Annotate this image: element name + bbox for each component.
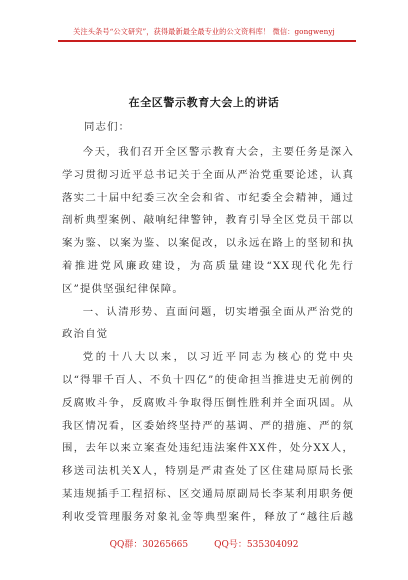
footer-contact — [0, 537, 408, 550]
document-title: 在全区警示教育大会上的讲话 — [128, 96, 280, 109]
footer-qq-number: QQ号：535304092 — [214, 540, 299, 550]
document-body — [62, 141, 354, 531]
header-banner: 关注头条号“公文研究”，获得最新最全最专业的公文资料库！ 微信：gongwenyj — [73, 27, 335, 36]
salutation: 同志们： — [84, 121, 131, 133]
header-divider — [58, 40, 356, 42]
footer-qq-group: QQ群：30265665 — [109, 540, 189, 550]
paragraph-intro: 今天，我们召开全区警示教育大会，主要任务是深入学习贯彻习近平总书记关于全面从严治党重要论述，认真落实二十届中纪委三次全会和省、市纪委全会精神，通过剖析典型案例、敲响纪律警钟，教育引导全区党员干部以案为鉴、以案为鉴、以案促改，以永远在路上的坚韧和执着推进党风廉政建设，为高质量建设“XX现代化先行区”提供坚强纪律保障。 — [62, 146, 354, 295]
section-heading-1: 一、认清形势、直面问题，切实增强全面从严治党的政治自觉 — [62, 305, 354, 341]
paragraph-section-1: 党的十八大以来，以习近平同志为核心的党中央以“得罪千百人、不负十四亿”的使命担当推进史无前例的反腐败斗争，反腐败斗争取得压倒性胜利并全面巩固。从我区情况看，区委始终坚持严的基调、严的措施、严的氛围，去年以来立案查处违纪违法案件XX件，处分XX人，移送司法机关X人，特别是严肃查处了区住建局原局长张某违规插手工程招标、区交通局原副局长李某利用职务便利收受管理服务对象礼金等典型案件，释放了“越往后越 — [62, 351, 354, 523]
